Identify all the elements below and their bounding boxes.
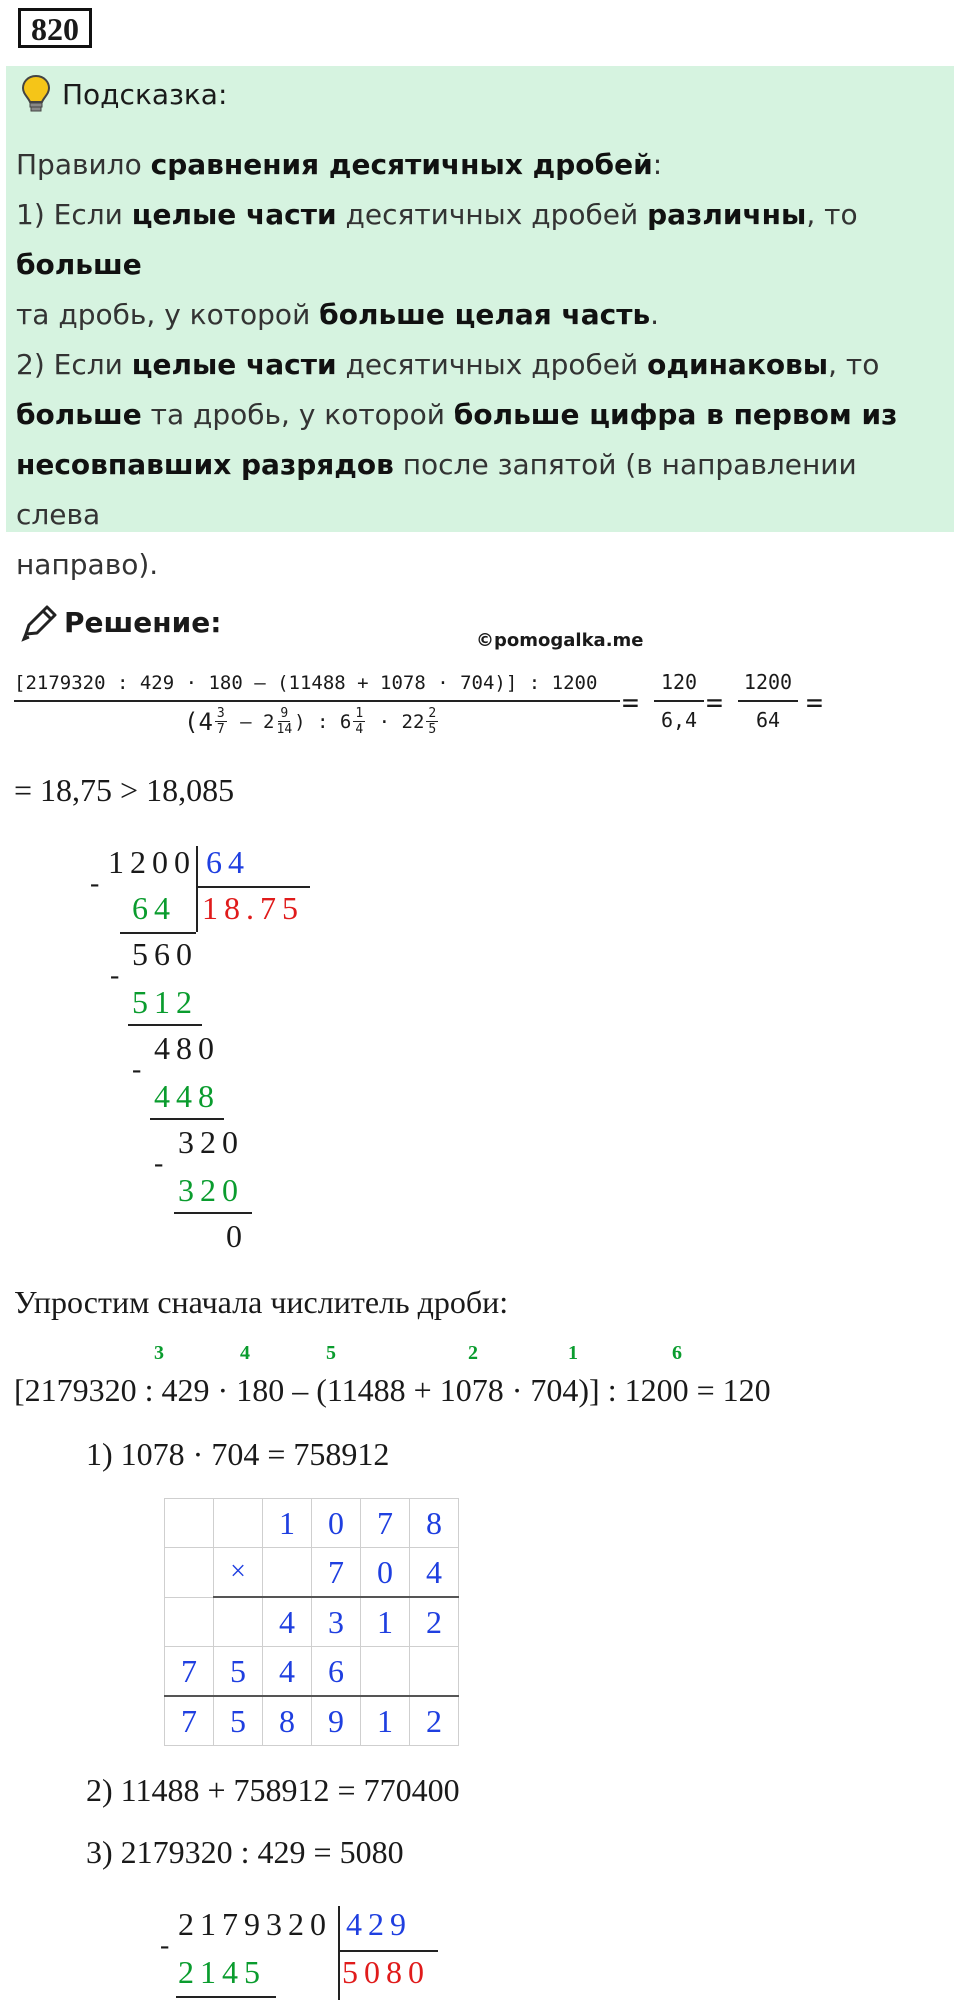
order-mark-4: 4 (240, 1342, 250, 1364)
den-fraction-1 (215, 706, 227, 737)
mult-cell: 7 (165, 1647, 214, 1697)
hint-text-segment: направо). (16, 548, 159, 581)
div1-dividend: 1200 (108, 844, 196, 880)
order-mark-5: 5 (326, 1342, 336, 1364)
hint-bold-text: различны (647, 198, 807, 231)
div1-row-5: 448 (154, 1078, 220, 1114)
div1-row-7: 320 (178, 1172, 244, 1208)
div1-row-2: 560 (132, 936, 198, 972)
mult-cell: 0 (312, 1499, 361, 1548)
big-fraction-bar (14, 700, 620, 702)
div2-divisor-line (340, 1950, 438, 1952)
div1-line-1 (120, 932, 196, 934)
order-mark-1: 1 (568, 1342, 578, 1364)
order-mark-3: 3 (154, 1342, 164, 1364)
mult-cell (214, 1597, 263, 1647)
den-part-3: ) : 6 (294, 710, 352, 733)
equals-1: = (622, 686, 639, 719)
frac3-num: 1200 (743, 670, 793, 694)
hint-text-segment: десятичных дробей (336, 198, 648, 231)
hint-bold-text: целые части (131, 348, 337, 381)
den-fraction-2 (277, 706, 293, 737)
div1-row-8: 0 (226, 1218, 248, 1254)
pencil-icon (20, 604, 58, 647)
div1-line-3 (150, 1118, 224, 1120)
div1-row-6: 320 (178, 1124, 244, 1160)
watermark: ©pomogalka.me (476, 630, 644, 651)
den-f3-num: 1 (355, 706, 364, 721)
hint-title: Подсказка: (62, 78, 228, 111)
div1-vertical-line (196, 846, 198, 932)
hint-line (16, 440, 946, 540)
hint-line (16, 190, 946, 290)
mult-cell: 7 (312, 1548, 361, 1598)
hint-text-segment: . (650, 298, 660, 331)
expression-line: [2179320 : 429 · 180 – (11488 + 1078 · 704)] : 1200 = 120 (14, 1372, 771, 1408)
equals-3: = (806, 686, 823, 719)
equals-2: = (706, 686, 723, 719)
hint-bold-text: целые части (131, 198, 337, 231)
hint-text-segment: Правило (16, 148, 151, 181)
step-1: 1) 1078 · 704 = 758912 (86, 1436, 390, 1472)
simplify-text: Упростим сначала числитель дроби: (14, 1284, 509, 1320)
mult-cell (165, 1499, 214, 1548)
div1-minus-1: - (90, 868, 100, 899)
hint-line (16, 340, 946, 390)
den-f1-den: 7 (216, 722, 225, 737)
hint-text-segment: та дробь, у которой (16, 298, 320, 331)
div2-divisor: 429 (346, 1906, 412, 1942)
hint-text-segment: десятичных дробей (336, 348, 648, 381)
solution-title: Решение: (64, 606, 222, 639)
frac2-den: 6,4 (660, 708, 698, 732)
mult-cell: 4 (263, 1597, 312, 1647)
den-f3-den: 4 (355, 722, 364, 737)
mult-cell: 5 (214, 1696, 263, 1746)
den-f1-num: 3 (216, 706, 225, 721)
mult-cell: 1 (361, 1597, 410, 1647)
den-fraction-3 (353, 706, 365, 737)
frac3-den: 64 (755, 708, 781, 732)
div1-divisor: 64 (206, 844, 250, 880)
den-part-2: – 2 (228, 710, 275, 733)
div2-vertical-line (338, 1906, 340, 2000)
div2-minus: - (160, 1930, 170, 1961)
multiply-sign-cell: × (214, 1548, 263, 1598)
mult-cell: 9 (312, 1696, 361, 1746)
div2-first-sub: 2145 (178, 1954, 266, 1990)
frac2-bar (654, 700, 704, 702)
div1-minus-2: - (110, 960, 120, 991)
den-f4-num: 2 (428, 706, 437, 721)
hint-line (16, 140, 946, 190)
div2-dividend: 2179320 (178, 1906, 332, 1942)
hint-text-segment: после запятой (в направлении слева (16, 448, 857, 531)
hint-bold-text: больше (16, 248, 142, 281)
mult-cell: 1 (361, 1696, 410, 1746)
hint-bold-text: одинаковы (647, 348, 829, 381)
hint-line (16, 390, 946, 440)
hint-text-segment: , то (828, 348, 880, 381)
hint-bold-text: больше цифра в первом из (453, 398, 898, 431)
mult-cell: 4 (410, 1548, 459, 1598)
mult-cell: 8 (263, 1696, 312, 1746)
mult-cell (361, 1647, 410, 1697)
step-2: 2) 11488 + 758912 = 770400 (86, 1772, 460, 1808)
problem-number: 820 (18, 8, 92, 48)
big-fraction-numerator: [2179320 : 429 · 180 – (11488 + 1078 · 704)] : 1200 (14, 672, 598, 694)
mult-cell: 1 (263, 1499, 312, 1548)
order-mark-6: 6 (672, 1342, 682, 1364)
mult-cell: 0 (361, 1548, 410, 1598)
den-f2-den: 14 (276, 722, 293, 737)
lightbulb-icon (20, 74, 52, 119)
mult-cell (263, 1548, 312, 1598)
multiply-sign (214, 1499, 263, 1548)
mult-cell: 7 (165, 1696, 214, 1746)
frac3-bar (738, 700, 798, 702)
den-f2-num: 9 (280, 706, 289, 721)
div1-minus-3: - (132, 1054, 142, 1085)
den-f4-den: 5 (428, 722, 437, 737)
multiplication-table (164, 1498, 459, 1746)
step-3: 3) 2179320 : 429 = 5080 (86, 1834, 404, 1870)
hint-bold-text: сравнения десятичных дробей (150, 148, 653, 181)
hint-text (16, 140, 946, 590)
mult-cell (165, 1597, 214, 1647)
div1-row-1: 64 (132, 890, 176, 926)
frac2-num: 120 (660, 670, 698, 694)
hint-text-segment: 1) Если (16, 198, 132, 231)
div1-quotient: 18.75 (202, 890, 304, 926)
mult-cell: 4 (263, 1647, 312, 1697)
div1-row-4: 480 (154, 1030, 220, 1066)
mult-cell: 7 (361, 1499, 410, 1548)
hint-line (16, 290, 946, 340)
hint-text-segment: : (652, 148, 663, 181)
result-line: = 18,75 > 18,085 (14, 772, 235, 808)
mult-cell (410, 1647, 459, 1697)
mult-cell (165, 1548, 214, 1598)
hint-bold-text: больше (16, 398, 142, 431)
hint-text-segment: 2) Если (16, 348, 132, 381)
div1-minus-4: - (154, 1148, 164, 1179)
div1-line-4 (174, 1212, 252, 1214)
big-fraction-denominator (184, 706, 440, 737)
mult-cell: 6 (312, 1647, 361, 1697)
div2-line-1 (176, 1996, 276, 1998)
hint-bold-text: несовпавших разрядов (16, 448, 394, 481)
div2-quotient: 5080 (342, 1954, 430, 1990)
hint-text-segment: , то (806, 198, 858, 231)
hint-line (16, 540, 946, 590)
div1-row-3: 512 (132, 984, 198, 1020)
mult-cell: 3 (312, 1597, 361, 1647)
den-part-4: · 22 (367, 710, 425, 733)
div1-line-2 (128, 1024, 202, 1026)
den-fraction-4 (426, 706, 438, 737)
den-part-1: (4 (184, 707, 213, 736)
mult-cell: 2 (410, 1696, 459, 1746)
hint-bold-text: больше целая часть (319, 298, 651, 331)
mult-cell: 2 (410, 1597, 459, 1647)
div1-divisor-line (198, 886, 310, 888)
hint-text-segment: та дробь, у которой (141, 398, 454, 431)
order-mark-2: 2 (468, 1342, 478, 1364)
mult-cell: 5 (214, 1647, 263, 1697)
mult-cell: 8 (410, 1499, 459, 1548)
